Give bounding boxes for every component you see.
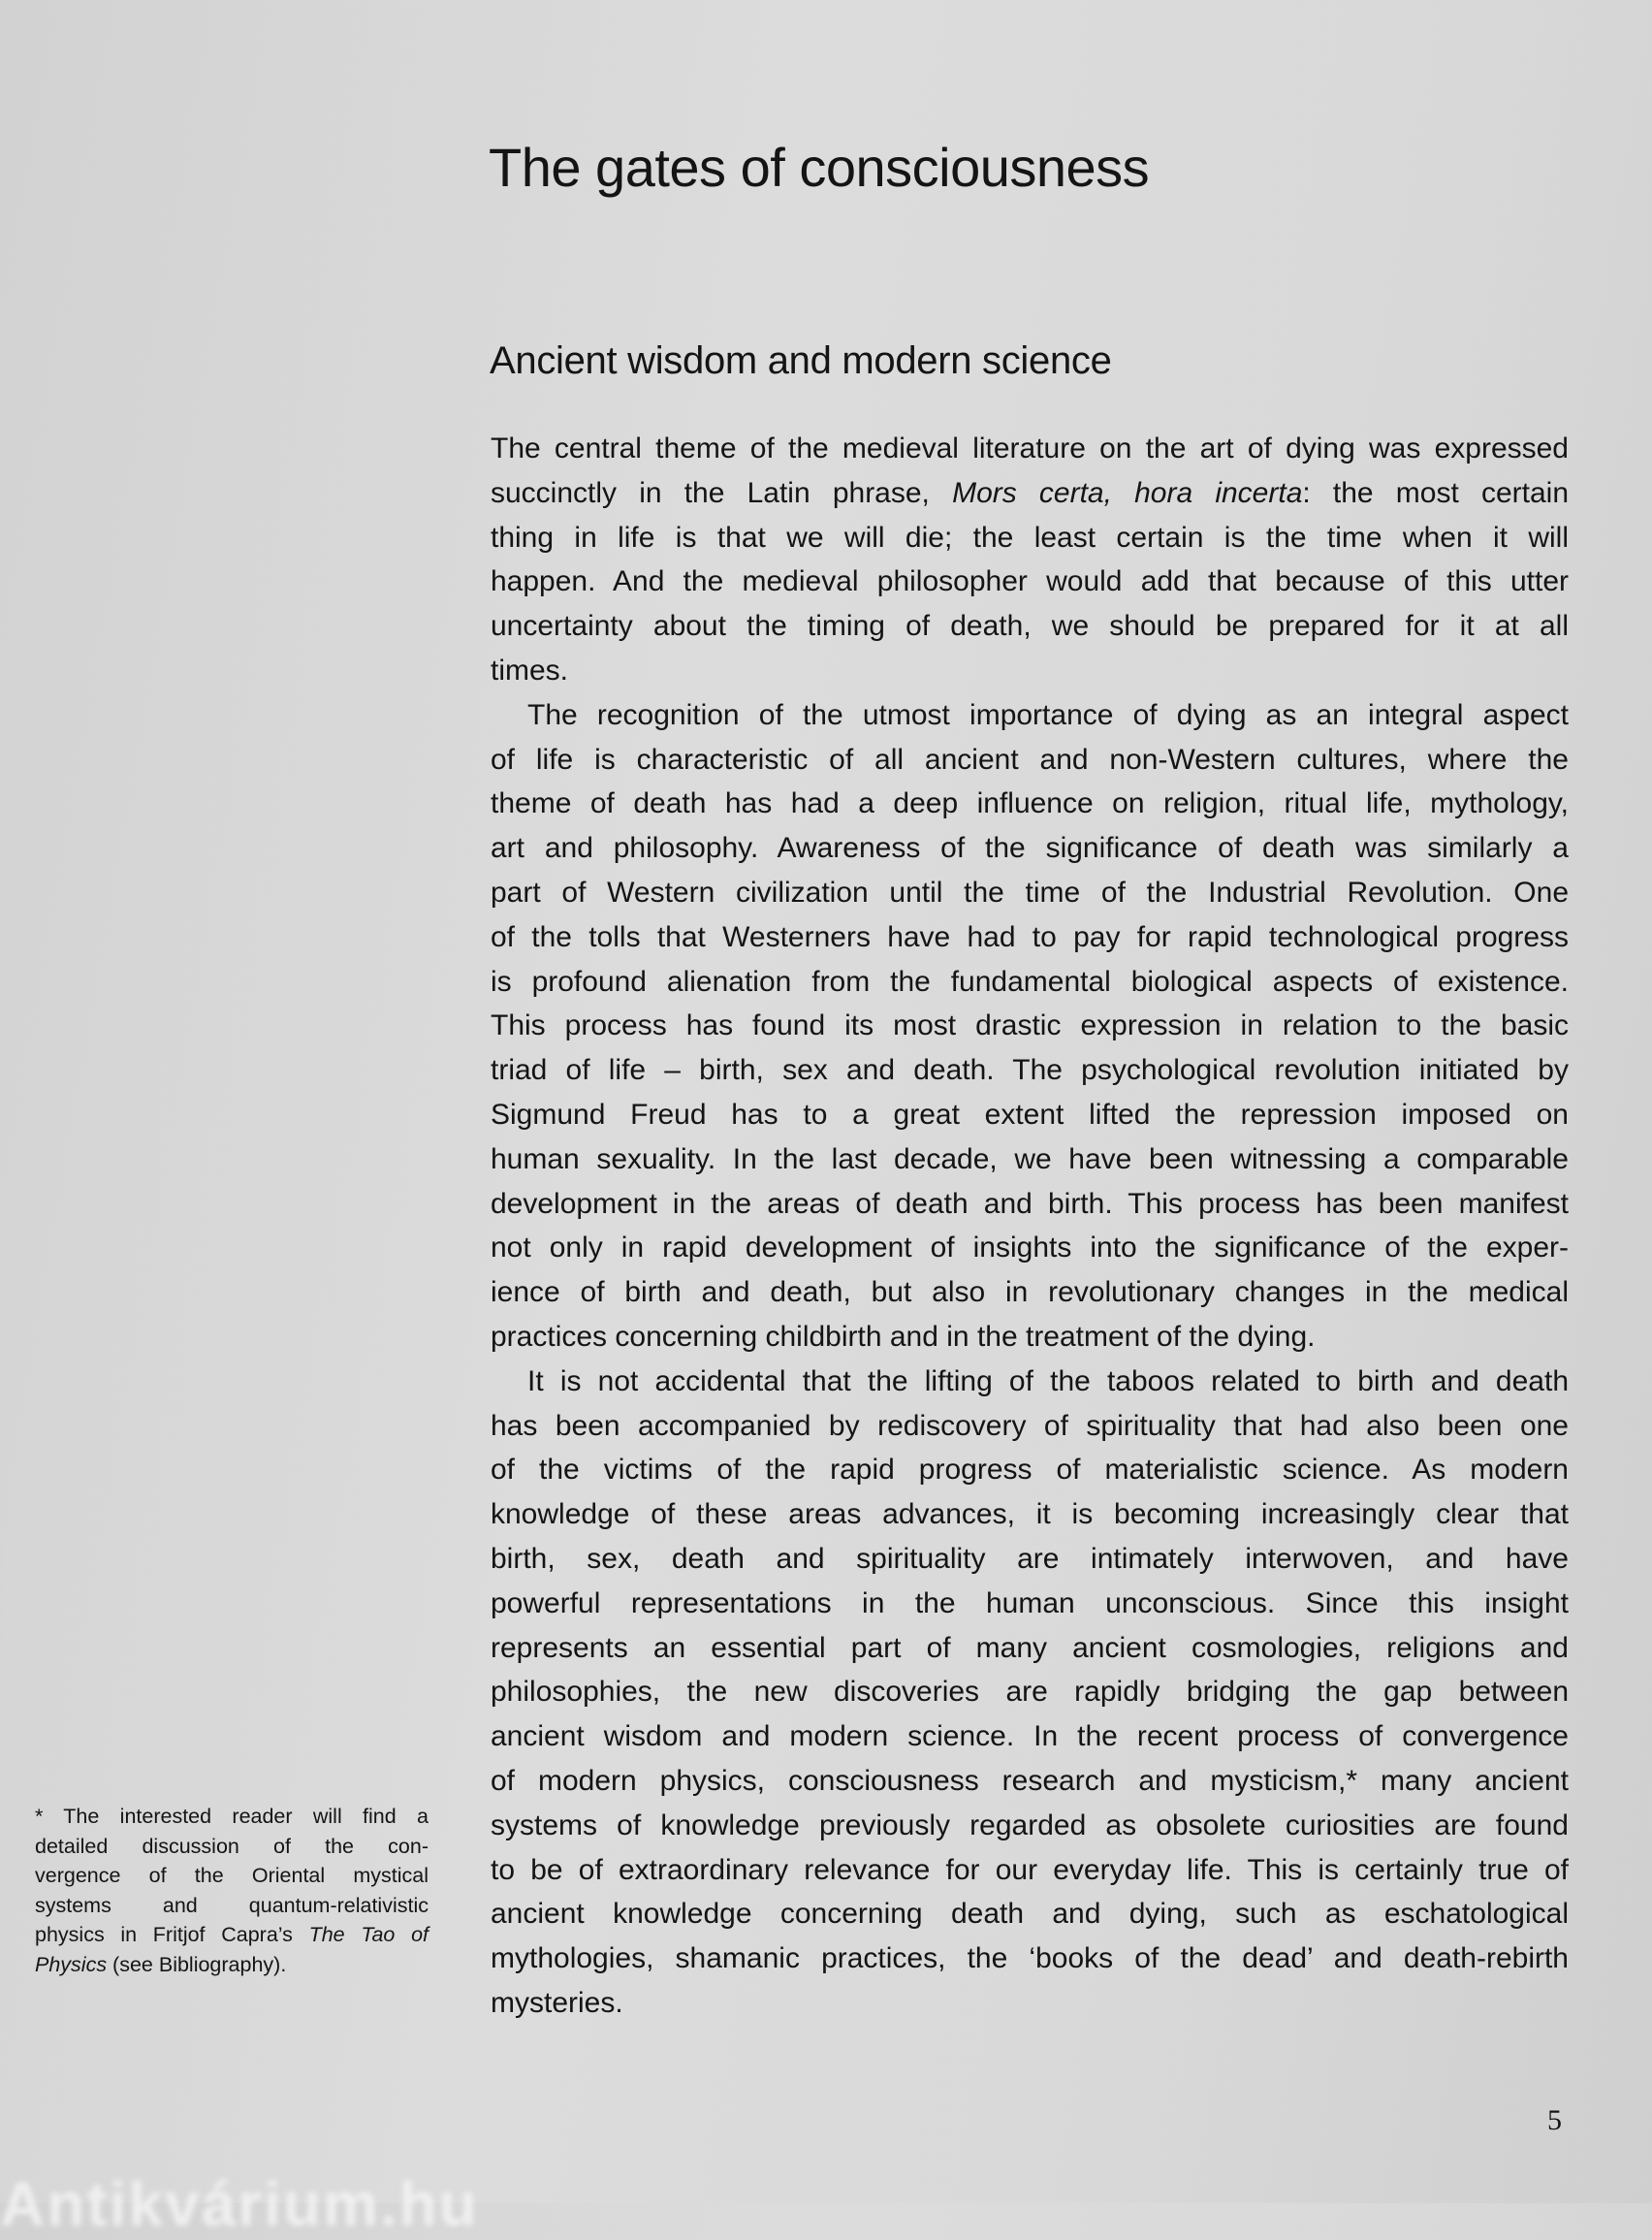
text-line [491, 1270, 1569, 1315]
text-line [491, 1670, 1569, 1714]
section-heading: Ancient wisdom and modern science [490, 339, 1112, 382]
text-segment: succinctly in the Latin phrase, [491, 476, 953, 509]
text-line [491, 1048, 1569, 1093]
text-line [491, 1626, 1569, 1671]
text-line [35, 1950, 429, 1980]
text-segment: The recognition of the utmost importance of dying as an integral aspect [527, 698, 1569, 731]
text-segment: art and philosophy. Awareness of the significance of death was similarly a [491, 832, 1569, 865]
text-line [491, 1537, 1569, 1582]
italic-text: Physics [35, 1952, 108, 1976]
text-segment: birth, sex, death and spirituality are intimately interwoven, and have [491, 1542, 1569, 1575]
text-line [35, 1920, 429, 1950]
text-segment: philosophies, the new discoveries are rapidly bridging the gap between [491, 1676, 1569, 1709]
italic-text: Mors certa, hora incerta [952, 476, 1303, 509]
text-segment: This process has found its most drastic expression in relation to the basic [491, 1009, 1569, 1042]
text-line [491, 1004, 1569, 1048]
text-segment: uncertainty about the timing of death, we should be prepared for it at all [491, 610, 1569, 643]
text-segment: of the victims of the rapid progress of materialistic science. As modern [491, 1454, 1569, 1487]
text-segment: powerful representations in the human unconscious. Since this insight [491, 1586, 1569, 1619]
text-line [491, 871, 1569, 915]
text-line [35, 1891, 429, 1921]
text-line [491, 915, 1569, 960]
text-line [491, 1226, 1569, 1270]
text-line [491, 649, 1569, 693]
watermark-logo: Antikvárium.hu [0, 2169, 479, 2239]
text-line [35, 1861, 429, 1891]
footnote [35, 1802, 429, 1979]
text-line [491, 693, 1569, 738]
text-segment: The central theme of the medieval literature on the art of dying was expressed [491, 432, 1569, 464]
text-line [491, 1848, 1569, 1893]
chapter-title: The gates of consciousness [489, 137, 1150, 198]
text-segment: human sexuality. In the last decade, we have been witnessing a comparable [491, 1142, 1569, 1175]
text-line [491, 1093, 1569, 1137]
text-line [491, 471, 1569, 516]
text-line [491, 1404, 1569, 1449]
text-line [491, 1448, 1569, 1492]
text-line [491, 1182, 1569, 1227]
text-segment: represents an essential part of many ancient cosmologies, religions and [491, 1631, 1569, 1664]
text-line [491, 960, 1569, 1005]
text-segment: vergence of the Oriental mystical [35, 1864, 429, 1887]
text-segment: It is not accidental that the lifting of the taboos related to birth and death [527, 1364, 1569, 1397]
text-segment: knowledge of these areas advances, it is becoming increasingly clear that [491, 1498, 1569, 1531]
text-line [491, 427, 1569, 471]
text-line [491, 1714, 1569, 1759]
text-segment: ience of birth and death, but also in revolutionary changes in the medical [491, 1276, 1569, 1309]
text-segment: * The interested reader will find a [35, 1805, 429, 1828]
text-line [491, 604, 1569, 649]
text-line [491, 516, 1569, 560]
text-segment: happen. And the medieval philosopher would add that because of this utter [491, 565, 1569, 598]
text-segment: ancient knowledge concerning death and dying, such as eschatological [491, 1898, 1569, 1931]
text-segment: of the tolls that Westerners have had to pay for rapid technological progress [491, 920, 1569, 953]
text-segment: Sigmund Freud has to a great extent lifted the repression imposed on [491, 1098, 1569, 1131]
text-segment: theme of death has had a deep influence on religion, ritual life, mythology, [491, 787, 1569, 820]
body-text [491, 427, 1569, 2026]
text-line [491, 1936, 1569, 1981]
text-line [491, 560, 1569, 604]
text-segment: (see Bibliography). [107, 1952, 287, 1976]
text-segment: not only in rapid development of insights into the significance of the exper- [491, 1232, 1569, 1264]
text-segment: : the most certain [1302, 476, 1569, 509]
text-line [491, 1759, 1569, 1804]
text-line [491, 782, 1569, 826]
text-line [491, 1315, 1569, 1360]
text-segment: part of Western civilization until the time of the Industrial Revolution. One [491, 876, 1569, 909]
text-segment: to be of extraordinary relevance for our everyday life. This is certainly true of [491, 1853, 1569, 1886]
text-line [491, 1360, 1569, 1404]
text-segment: has been accompanied by rediscovery of spirituality that had also been one [491, 1409, 1569, 1442]
text-line [491, 826, 1569, 871]
text-segment: of life is characteristic of all ancient and non-Western cultures, where the [491, 743, 1569, 776]
text-segment: physics in Fritjof Capra’s [35, 1923, 309, 1946]
text-segment: systems of knowledge previously regarded as obsolete curiosities are found [491, 1808, 1569, 1841]
text-line [491, 1137, 1569, 1182]
text-segment: is profound alienation from the fundamental biological aspects of existence. [491, 965, 1569, 998]
text-line [491, 1981, 1569, 2026]
text-line [35, 1832, 429, 1862]
text-segment: practices concerning childbirth and in the treatment of the dying. [491, 1320, 1316, 1353]
text-line [491, 1582, 1569, 1626]
text-line [491, 1804, 1569, 1848]
text-segment: times. [491, 654, 569, 687]
text-line [35, 1802, 429, 1832]
text-segment: detailed discussion of the con- [35, 1834, 429, 1858]
text-segment: thing in life is that we will die; the least certain is the time when it will [491, 521, 1569, 554]
text-segment: development in the areas of death and birth. This process has been manifest [491, 1187, 1569, 1220]
italic-text: The Tao of [308, 1923, 429, 1946]
text-segment: of modern physics, consciousness research and mysticism,* many ancient [491, 1764, 1569, 1797]
text-line [491, 1892, 1569, 1936]
text-segment: mythologies, shamanic practices, the ‘books of the dead’ and death-rebirth [491, 1942, 1569, 1975]
text-segment: systems and quantum-relativistic [35, 1893, 429, 1917]
text-line [491, 738, 1569, 783]
page-number: 5 [1547, 2104, 1562, 2136]
text-line [491, 1492, 1569, 1537]
text-segment: triad of life – birth, sex and death. The psychological revolution initiated by [491, 1054, 1569, 1087]
text-segment: ancient wisdom and modern science. In the recent process of convergence [491, 1720, 1569, 1753]
text-segment: mysteries. [491, 1986, 623, 2019]
